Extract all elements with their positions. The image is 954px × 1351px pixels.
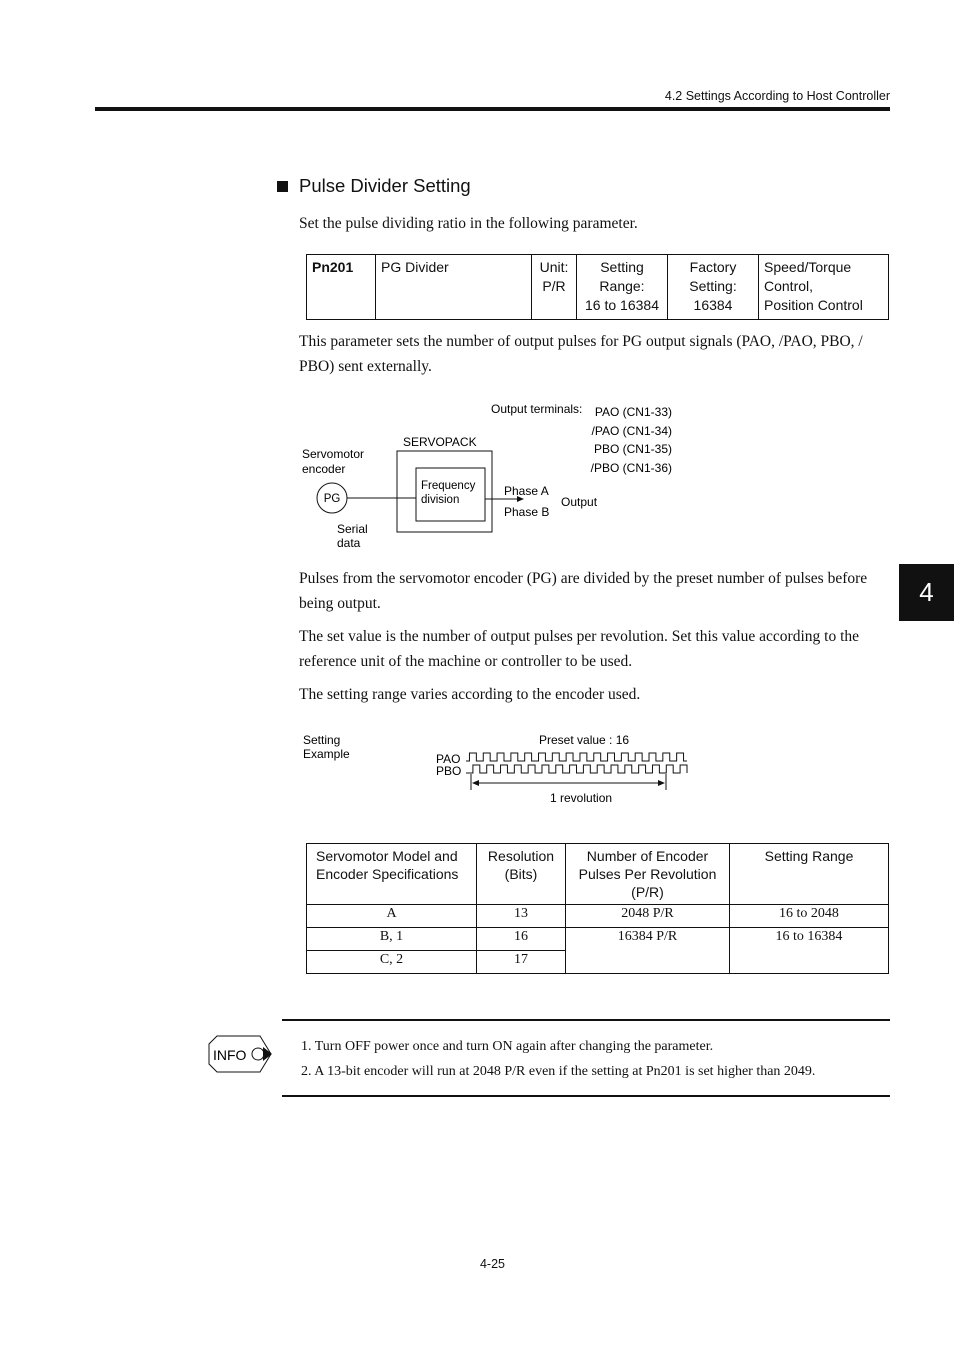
pbo-waveform	[466, 765, 687, 773]
info-icon-label: INFO	[213, 1047, 247, 1063]
section-heading	[277, 175, 471, 197]
pao-waveform	[466, 753, 687, 761]
mode-line-3: Position Control	[764, 297, 863, 313]
cell-bits: 13	[477, 905, 566, 928]
param-unit	[532, 255, 577, 320]
pg-divider-diagram	[290, 395, 690, 555]
cell-range: 16 to 16384	[730, 928, 889, 974]
header-pulses: Number of Encoder Pulses Per Revolution (P/R)	[566, 844, 730, 905]
paragraph-3: The set value is the number of output pulses per revolution. Set this value according to the reference unit of the machine or controller to be used.	[299, 628, 860, 670]
freq-label-2: division	[421, 494, 460, 506]
unit-label: Unit:	[539, 259, 569, 275]
cell-bits: 16	[477, 928, 566, 951]
range-value: 16 to 16384	[585, 297, 659, 313]
example-label-1: Setting	[303, 733, 341, 747]
info-bottom-rule	[282, 1095, 890, 1097]
terminal-pao: PAO (CN1-33)	[594, 405, 672, 419]
factory-label-2: Setting:	[689, 278, 737, 294]
terminal-pao-bar: /PAO (CN1-34)	[591, 424, 672, 438]
cell-bits: 17	[477, 951, 566, 974]
encoder-table	[306, 843, 889, 974]
chapter-tab: 4	[899, 564, 954, 621]
revolution-arrow-left	[472, 780, 479, 786]
setting-example-diagram	[295, 728, 705, 813]
factory-value: 16384	[693, 297, 733, 313]
factory-label-1: Factory	[689, 259, 737, 275]
terminal-pbo-bar: /PBO (CN1-36)	[590, 461, 672, 475]
param-factory	[668, 255, 759, 320]
square-bullet-icon	[277, 181, 288, 192]
page-number: 4-25	[479, 1257, 506, 1271]
info-icon	[207, 1034, 277, 1076]
param-name: PG Divider	[376, 255, 532, 320]
pao-label: PAO	[436, 752, 461, 766]
table-row	[307, 928, 889, 951]
parameter-table	[306, 254, 889, 320]
running-header: 4.2 Settings According to Host Controller	[664, 89, 890, 103]
unit-value: P/R	[542, 278, 566, 294]
phase-a-label: Phase A	[504, 484, 549, 498]
output-label: Output	[561, 495, 598, 509]
param-mode	[759, 255, 889, 320]
example-label-2: Example	[303, 747, 350, 761]
phase-b-label: Phase B	[504, 505, 550, 519]
cell-pulses: 16384 P/R	[566, 928, 730, 974]
servopack-label: SERVOPACK	[403, 435, 477, 449]
info-note-1: 1. Turn OFF power once and turn ON again after changing the parameter.	[301, 1039, 714, 1054]
table-row	[307, 905, 889, 928]
header-rule	[95, 107, 890, 111]
preset-label: Preset value : 16	[539, 733, 630, 747]
cell-model: A	[307, 905, 477, 928]
paragraph-4: The setting range varies according to the encoder used.	[299, 686, 641, 703]
pbo-label: PBO	[436, 764, 462, 778]
info-note-2: 2. A 13-bit encoder will run at 2048 P/R even if the setting at Pn201 is set higher than 2049.	[301, 1064, 816, 1079]
paragraph-2: Pulses from the servomotor encoder (PG) are divided by the preset number of pulses before being output.	[299, 570, 868, 612]
paragraph-1: This parameter sets the number of output pulses for PG output signals (PAO, /PAO, PBO, / PBO) sent externally.	[299, 333, 863, 375]
encoder-table-header	[307, 844, 889, 905]
pg-label: PG	[323, 493, 341, 505]
mode-line-1: Speed/Torque	[764, 259, 852, 275]
mode-line-2: Control,	[764, 278, 814, 294]
serial-label-1: Serial	[337, 522, 368, 536]
serial-label-2: data	[337, 536, 361, 550]
encoder-label-2: encoder	[302, 462, 346, 476]
range-label-2: Range:	[599, 278, 645, 294]
cell-model: C, 2	[307, 951, 477, 974]
freq-label-1: Frequency	[421, 480, 476, 492]
intro-paragraph: Set the pulse dividing ratio in the following parameter.	[299, 215, 638, 232]
param-number: Pn201	[307, 255, 376, 320]
header-resolution: Resolution (Bits)	[477, 844, 566, 905]
revolution-arrow-right	[658, 780, 665, 786]
section-heading-text: Pulse Divider Setting	[299, 175, 471, 196]
cell-model: B, 1	[307, 928, 477, 951]
revolution-label: 1 revolution	[550, 791, 613, 805]
info-top-rule	[282, 1019, 890, 1021]
cell-pulses: 2048 P/R	[566, 905, 730, 928]
cell-range: 16 to 2048	[730, 905, 889, 928]
info-notes	[301, 1034, 815, 1084]
terminal-pbo: PBO (CN1-35)	[593, 442, 672, 456]
output-terminals-label: Output terminals:	[491, 402, 583, 416]
header-model: Servomotor Model and Encoder Specifications	[307, 844, 477, 905]
encoder-label-1: Servomotor	[302, 447, 365, 461]
range-label-1: Setting	[600, 259, 644, 275]
header-setting-range: Setting Range	[730, 844, 889, 905]
parameter-row	[307, 255, 889, 320]
param-range	[577, 255, 668, 320]
